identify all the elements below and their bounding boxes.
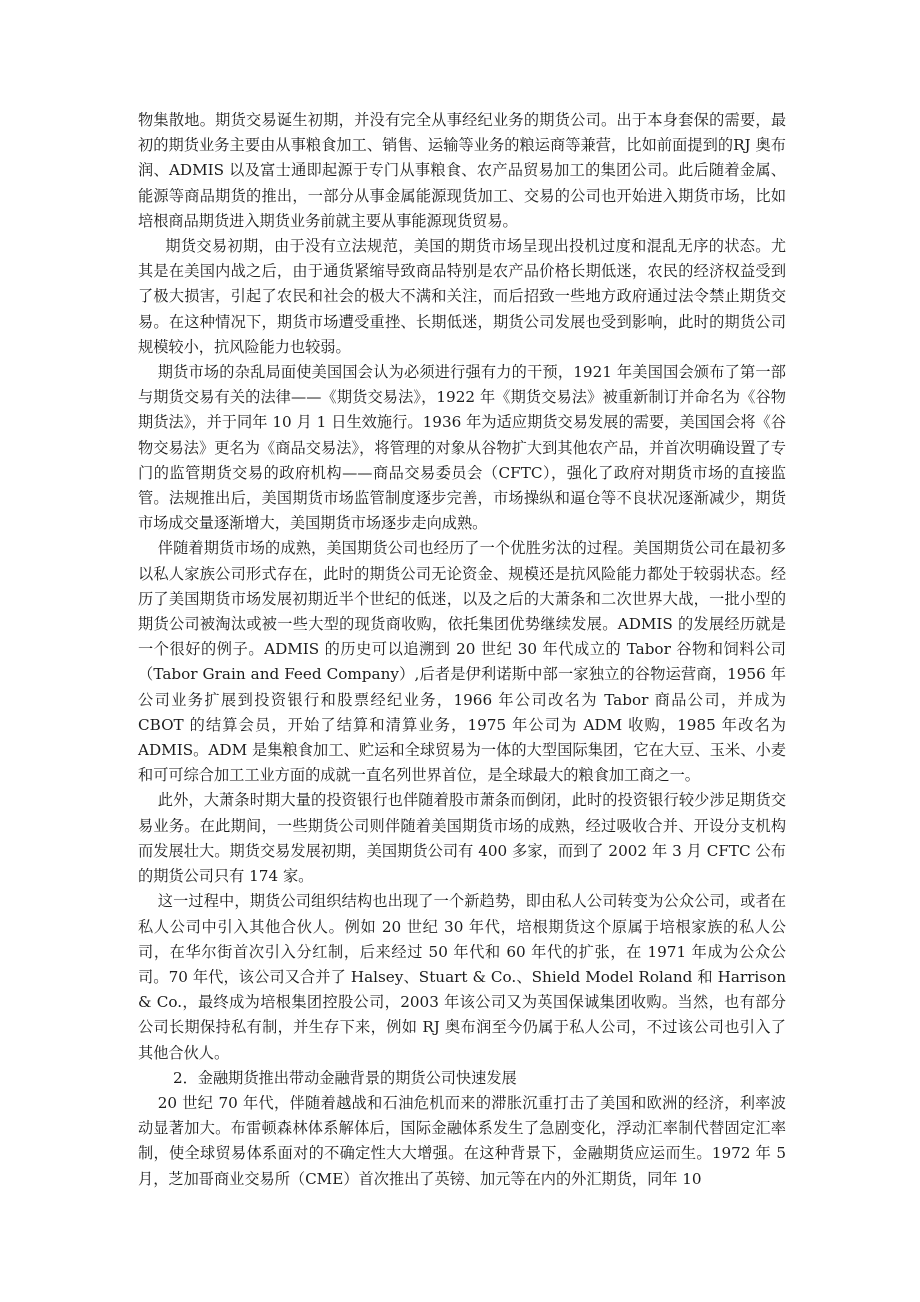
paragraph-3: 期货市场的杂乱局面使美国国会认为必须进行强有力的干预，1921 年美国国会颁布了第一部与期货交易有关的法律——《期货交易法》，1922 年《期货交易法》被重新制订并命名为《谷物期货法》，并于同年 10 月 1 日生效施行。1936 年为适应期货交易发展的需要，美国国会将《谷物交易法》更名为《商品交易法》，将管理的对象从谷物扩大到其他农产品，并首次明确设置了专门的监管期货交易的政府机构——商品交易委员会（CFTC），强化了政府对期货市场的直接监管。法规推出后，美国期货市场监管制度逐步完善，市场操纵和逼仓等不良状况逐渐减少，期货市场成交量逐渐增大，美国期货市场逐步走向成熟。 — [138, 363, 786, 533]
paragraph-5: 此外，大萧条时期大量的投资银行也伴随着股市萧条而倒闭，此时的投资银行较少涉足期货交易业务。在此期间，一些期货公司则伴随着美国期货市场的成熟，经过吸收合并、开设分支机构而发展壮大。期货交易发展初期，美国期货公司有 400 多家，而到了 2002 年 3 月 CFTC 公布的期货公司只有 174 家。 — [138, 791, 786, 886]
paragraph-4: 伴随着期货市场的成熟，美国期货公司也经历了一个优胜劣汰的过程。美国期货公司在最初多以私人家族公司形式存在，此时的期货公司无论资金、规模还是抗风险能力都处于较弱状态。经历了美国期货市场发展初期近半个世纪的低迷，以及之后的大萧条和二次世界大战，一批小型的期货公司被淘汰或被一些大型的现货商收购，依托集团优势继续发展。ADMIS 的发展经历就是一个很好的例子。ADMIS 的历史可以追溯到 20 世纪 30 年代成立的 Tabor 谷物和饲料公司（Tabor Grain and Feed Company）,后者是伊利诺斯中部一家独立的谷物运营商，1956 年公司业务扩展到投资银行和股票经纪业务，1966 年公司改名为 Tabor 商品公司，并成为 CBOT 的结算会员，开始了结算和清算业务，1975 年公司为 ADM 收购，1985 年改名为 ADMIS。ADM 是集粮食加工、贮运和全球贸易为一体的大型国际集团，它在大豆、玉米、小麦和可可综合加工工业方面的成就一直名列世界首位，是全球最大的粮食加工商之一。 — [138, 539, 786, 785]
paragraph-2: 期货交易初期，由于没有立法规范，美国的期货市场呈现出投机过度和混乱无序的状态。尤其是在美国内战之后，由于通货紧缩导致商品特别是农产品价格长期低迷，农民的经济权益受到了极大损害，引起了农民和社会的极大不满和关注，而后招致一些地方政府通过法令禁止期货交易。在这种情况下，期货市场遭受重挫、长期低迷，期货公司发展也受到影响，此时的期货公司规模较小，抗风险能力也较弱。 — [138, 237, 786, 356]
document-page — [138, 108, 786, 1192]
paragraph-1: 物集散地。期货交易诞生初期，并没有完全从事经纪业务的期货公司。出于本身套保的需要，最初的期货业务主要由从事粮食加工、销售、运输等业务的粮运商等兼营，比如前面提到的RJ 奥布润、ADMIS 以及富士通即起源于专门从事粮食、农产品贸易加工的集团公司。此后随着金属、能源等商品期货的推出，一部分从事金属能源现货加工、交易的公司也开始进入期货市场，比如培根商品期货进入期货业务前就主要从事能源现货贸易。 — [138, 111, 786, 230]
section-heading: 2．金融期货推出带动金融背景的期货公司快速发展 — [172, 1068, 517, 1087]
paragraph-6: 这一过程中，期货公司组织结构也出现了一个新趋势，即由私人公司转变为公众公司，或者在私人公司中引入其他合伙人。例如 20 世纪 30 年代，培根期货这个原属于培根家族的私人公司，在华尔街首次引入分红制，后来经过 50 年代和 60 年代的扩张，在 1971 年成为公众公司。70 年代，该公司又合并了 Halsey、Stuart & Co.、Shield Model Roland 和 Harrison & Co.，最终成为培根集团控股公司，2003 年该公司又为英国保诚集团收购。当然，也有部分公司长期保持私有制，并生存下来，例如 RJ 奥布润至今仍属于私人公司，不过该公司也引入了其他合伙人。 — [138, 892, 786, 1062]
paragraph-7: 20 世纪 70 年代，伴随着越战和石油危机而来的滞胀沉重打击了美国和欧洲的经济，利率波动显著加大。布雷顿森林体系解体后，国际金融体系发生了急剧变化，浮动汇率制代替固定汇率制，使全球贸易体系面对的不确定性大大增强。在这种背景下，金融期货应运而生。1972 年 5 月，芝加哥商业交易所（CME）首次推出了英镑、加元等在内的外汇期货，同年 10 — [138, 1093, 786, 1188]
